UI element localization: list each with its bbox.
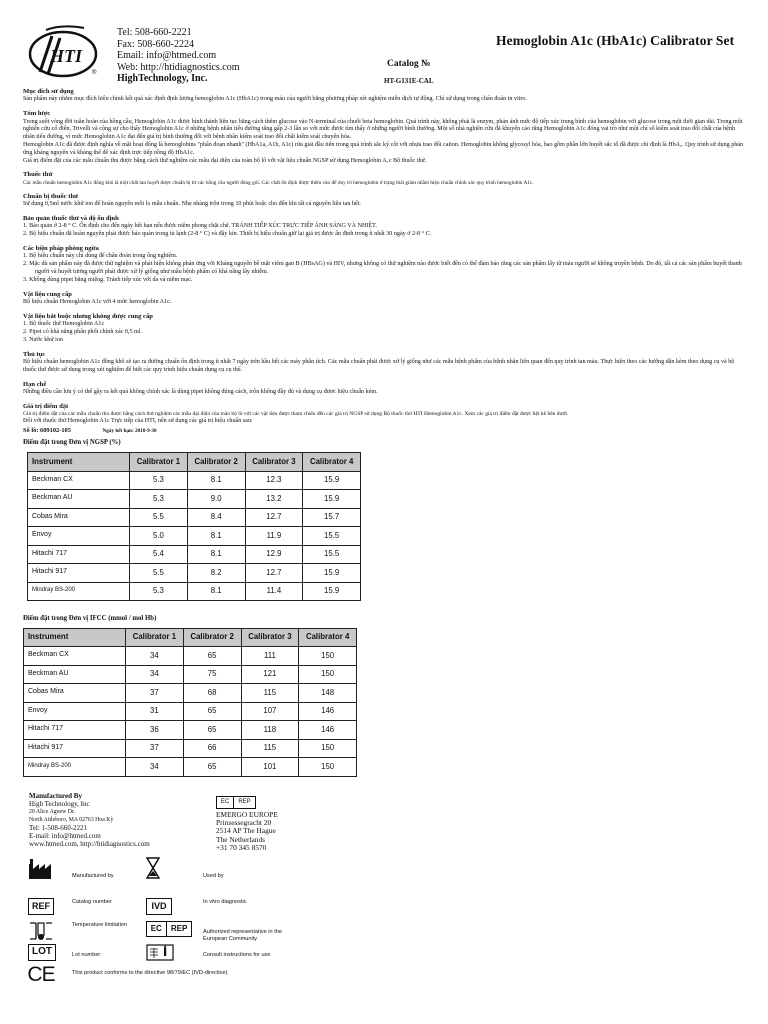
precaution-item: 1. Bộ hiệu chuẩn này chỉ dùng để chẩn đoán trong ống nghiệm. [23,253,178,260]
hourglass-icon [146,857,160,879]
calibrator-value-cell: 12.7 [245,564,303,583]
calibrator-value-cell: 8.2 [187,564,245,583]
table-header-cell: Calibrator 1 [126,628,184,647]
section-body-limitations: Những điều cần lưu ý có thể gây ra kết quả không chính xác là dùng pipet không đúng cách, trộn không đầy đủ và dụng cụ được hiệu chuẩn kém. [23,389,378,396]
instrument-cell: Hitachi 717 [28,545,130,564]
ifcc-table [23,628,357,777]
calibrator-value-cell: 11.9 [245,527,303,546]
section-body-procedure: Bộ hiệu chuẩn hemoglobin A1c đông khô sẽ tạo ra đường chuẩn ổn định trong ít nhất 7 ngày trên hầu hết các máy phân tích. Các mẫu chuẩn phải được xử lý giống như các mẫu bệnh phẩm của bệnh nhân liên quan đến quy trình tan máu. Thực hiện theo các hướng dẫn kèm theo dụng cụ và bộ thuốc thử được sử dụng trong xét nghiệm để biết các quy trình hiệu chuẩn dụng cụ cụ thể. [23,359,735,373]
instrument-cell: Hitachi 917 [24,739,126,758]
calibrator-value-cell: 8.1 [187,582,245,601]
calibrator-value-cell: 5.0 [130,527,188,546]
section-title-preparation: Chuẩn bị thuốc thử [23,192,79,200]
section-title-procedure: Thủ tục [23,350,46,358]
manufacturer-block [29,792,150,848]
material-item: 2. Pipet có khả năng phân phối chính xác 0,5 ml. [23,329,142,336]
calibrator-value-cell: 146 [299,702,357,721]
table-row [28,545,361,564]
manufacturer-tel: Tel: 1-508-660-2221 [29,824,88,832]
section-title-storage: Bảo quản thuốc thử và độ ổn định [23,214,119,222]
table-row [28,564,361,583]
setpoints-paragraph-1: Giá trị điểm đặt của các mẫu chuẩn thu được bằng cách thử nghiệm các mẫu đại diện của toàn bộ lô với các vật liệu được tham chiếu đến các giá trị NGSP sử dụng Bộ thuốc thử HTI Hemoglobin A1c. Xem các giá trị điểm đặt được liệt kê bên dưới. [23,411,569,418]
calibrator-value-cell: 15.5 [303,545,361,564]
hti-logo [26,22,100,82]
in-vitro-label: In vitro diagnostic [203,899,247,905]
table-row [28,490,361,509]
table-row [24,721,357,740]
table-row [24,647,357,666]
table-header-cell: Calibrator 3 [241,628,299,647]
calibrator-value-cell: 15.9 [303,564,361,583]
calibrator-value-cell: 121 [241,665,299,684]
manufacturer-title: Manufactured By [29,792,82,800]
table-row [24,758,357,777]
table-header-cell: Calibrator 2 [183,628,241,647]
calibrator-value-cell: 9.0 [187,490,245,509]
ec-rep-address [216,811,278,852]
storage-item: 2. Bộ hiệu chuẩn đã hoàn nguyên phải được bảo quản trong tủ lạnh (2-8 ° C) và đậy kín. Thiết bị hiệu chuẩn giữ lại giá trị được ấn định trong ít nhất 30 ngày ở 2-8 ° C. [23,231,432,238]
calibrator-value-cell: 107 [241,702,299,721]
rep-line: EMERGO EUROPE [216,810,278,819]
catalog-number-label: Catalog number [72,899,112,905]
manufacturer-street: 20 Alice Agnew Dr. [29,809,76,815]
calibrator-value-cell: 8.1 [187,545,245,564]
section-title-intended-use: Mục đích sử dụng [23,88,74,95]
rep-label: REP [233,797,254,808]
calibrator-value-cell: 5.5 [130,564,188,583]
manufacturer-web: www.htmed.com, http://htidiagnostics.com [29,840,150,848]
table-header-cell: Calibrator 4 [303,453,361,472]
calibrator-value-cell: 118 [241,721,299,740]
table-row [24,665,357,684]
authorized-rep-label: Authorized representative in the European Community [203,929,282,942]
contact-email: Email: info@htmed.com [117,50,217,61]
table-header-row [24,628,357,647]
manufactured-by-label: Manufactured by [72,873,114,879]
lot-symbol: LOT [28,944,56,961]
section-title-materials-required: Vật liệu bắt buộc nhưng không được cung cấp [23,312,153,320]
logo-text: HTI [50,46,83,66]
document-title: Hemoglobin A1c (HbA1c) Calibrator Set [496,33,735,48]
factory-icon [28,858,52,880]
calibrator-value-cell: 65 [183,758,241,777]
calibrator-value-cell: 101 [241,758,299,777]
calibrator-value-cell: 37 [126,739,184,758]
calibrator-value-cell: 12.7 [245,508,303,527]
precaution-item: 2. Mặc dù sản phẩm này đã được thử nghiệm và phát hiện không phản ứng với Kháng nguyên bề mặt viêm gan B (HBsAG) và HIV, nhưng không có thử nghiệm nào được biết đến có thể đảm bảo rằng các sản phẩm lấy từ máu người sẽ không truyền bệnh. Do đó, tất cả các sản phẩm huyết thanh người và huyết tương người phải được xử lý giống như mẫu bệnh phẩm có khả năng lây nhiễm. [23,261,742,275]
used-by-label: Used by [203,873,224,879]
instrument-cell: Beckman AU [24,665,126,684]
ce-mark: CE [27,962,55,986]
summary-paragraph-1: Trong suốt vòng đời tuần hoàn của hồng cầu, Hemoglobin A1c được hình thành liên tục bằng cách thêm glucose vào N-terminal của chuỗi beta hemoglobin. Quá trình này, không phải là enzym, phản ánh mức độ tiếp xúc trung bình của hemoglobin với glucose trong một thời gian dài. Trong một nghiên cứu cổ điển, Trivelli và cộng sự cho thấy Hemoglobin A1c ở những bệnh nhân tiểu đường tăng gấp 2-3 lần so với mức được tìm thấy ở những người bình thường. Một số nhà nghiên cứu đã khuyến cáo rằng Hemoglobin A1c đóng vai trò như một chỉ số kiểm soát trao đổi chất của bệnh nhân tiểu đường, vì mức Hemoglobin A1c đạt đến giá trị bình thường đối với bệnh nhân kiểm soát trao đổi chất kiểm soát chuyển hóa. [23,118,743,141]
thermometer-icon [28,921,54,941]
table-header-cell: Calibrator 4 [299,628,357,647]
ifcc-table-title: Điểm đặt trong Đơn vị IFCC (mmol / mol Hb) [23,615,157,623]
calibrator-value-cell: 11.4 [245,582,303,601]
table-row [28,471,361,490]
table-header-cell: Calibrator 3 [245,453,303,472]
table-header-row [28,453,361,472]
calibrator-value-cell: 68 [183,684,241,703]
lot-line [23,427,745,435]
table-row [28,527,361,546]
calibrator-value-cell: 15.9 [303,582,361,601]
contact-block [117,27,240,85]
calibrator-value-cell: 13.2 [245,490,303,509]
section-title-summary: Tóm lược [23,110,51,118]
summary-paragraph-2: Hemoglobin A1c đã được định nghĩa về mặt hoạt động là hemoglobins "phân đoạn nhanh" (HbA1a, A1b, A1c) rửa giải đầu tiên trong quá trình sắc ký cột với nhựa trao đổi cation. Hemoglobin không glycosyl hóa, bao gồm phần lớn huyết sắc tố đã được chỉ định là HbA₀. Quy trình sử dụng phản ứng kháng nguyên và kháng thể để xác định trực tiếp nồng độ HbA1c. [23,142,744,156]
table-header-cell: Calibrator 2 [187,453,245,472]
ngsp-table [27,452,361,601]
instrument-cell: Mindray BS-200 [24,758,126,777]
section-title-precautions: Các biện pháp phòng ngừa [23,244,99,252]
expiry-date: Ngày hết hạn: 2018-9-30 [102,428,157,435]
rep-line: Prinsessegracht 20 [216,818,272,828]
instrument-cell: Envoy [28,527,130,546]
calibrator-value-cell: 12.9 [245,545,303,564]
setpoints-paragraph-2: Đối với thuốc thử Hemoglobin A1c Trực tiếp của HTI, nên sử dụng các giá trị hiệu chuẩn sau: [23,418,253,425]
calibrator-value-cell: 150 [299,758,357,777]
table-header-cell: Instrument [28,453,130,472]
instrument-cell: Beckman CX [24,647,126,666]
calibrator-value-cell: 12.3 [245,471,303,490]
manufacturer-name: High Technology, Inc [29,800,90,808]
calibrator-value-cell: 150 [299,739,357,758]
calibrator-value-cell: 65 [183,721,241,740]
ec-rep-symbol [216,796,256,809]
calibrator-value-cell: 115 [241,684,299,703]
consult-label: Consult instructions for use [203,952,271,958]
temperature-label: Temperature limitation [72,922,128,928]
calibrator-value-cell: 5.5 [130,508,188,527]
calibrator-value-cell: 65 [183,702,241,721]
table-row [24,684,357,703]
calibrator-value-cell: 66 [183,739,241,758]
calibrator-value-cell: 75 [183,665,241,684]
calibrator-value-cell: 111 [241,647,299,666]
table-row [24,739,357,758]
section-body-materials-provided: Bộ hiệu chuẩn Hemoglobin A1c với 4 mức hemoglobin A1c. [23,298,172,305]
calibrator-value-cell: 65 [183,647,241,666]
calibrator-value-cell: 15.5 [303,527,361,546]
document-header [0,0,768,90]
contact-tel: Tel: 508-660-2221 [117,27,192,38]
calibrator-value-cell: 150 [299,665,357,684]
document-body [23,88,745,777]
instrument-cell: Beckman AU [28,490,130,509]
calibrator-value-cell: 15.7 [303,508,361,527]
calibrator-value-cell: 31 [126,702,184,721]
calibrator-value-cell: 37 [126,684,184,703]
table-row [28,582,361,601]
contact-web: Web: http://htidiagnostics.com [117,61,240,73]
precaution-item: 3. Không dùng pipet bằng miệng. Tránh tiếp xúc với da và niêm mạc. [23,276,193,283]
table-row [24,702,357,721]
calibrator-value-cell: 15.9 [303,471,361,490]
ec-label: EC [150,923,162,933]
calibrator-value-cell: 148 [299,684,357,703]
section-title-reagent: Thuốc thử [23,171,53,179]
ngsp-table-title: Điểm đặt trong Đơn vị NGSP (%) [23,439,121,447]
contact-fax: Fax: 508-660-2224 [117,38,194,50]
svg-text:®: ® [92,70,97,76]
company-name: HighTechnology, Inc. [117,73,208,84]
calibrator-value-cell: 5.3 [130,490,188,509]
calibrator-value-cell: 5.4 [130,545,188,564]
ec-label: EC [221,798,230,805]
table-header-cell: Instrument [24,628,126,647]
section-title-materials-provided: Vật liệu cung cấp [23,290,72,298]
lot-number: Số lô: 609102-105 [23,427,71,435]
lot-number-label: Lot number [72,952,101,958]
instrument-cell: Hitachi 717 [24,721,126,740]
instrument-cell: Beckman CX [28,471,130,490]
calibrator-value-cell: 34 [126,758,184,777]
book-icon [146,944,174,961]
section-body-preparation: Sử dụng 0,5ml nước khử ion để hoàn nguyên mỗi lọ mẫu chuẩn. Nhẹ nhàng trộn trong 10 phút hoặc cho đến khi tất cả nguyên liệu tan hết. [23,201,361,208]
manufacturer-email: E-mail: info@htmed.com [29,832,101,840]
storage-item: 1. Bảo quản ở 2-8 ° C. Ổn định cho đến ngày hết hạn nếu được niêm phong chặt chẽ. TRÁNH TIẾP XÚC TRỰC TIẾP ÁNH SÁNG VÀ NHIỆT. [23,223,377,230]
calibrator-value-cell: 146 [299,721,357,740]
rep-line: +31 70 345 8570 [216,842,267,852]
instrument-cell: Cobas Mira [24,684,126,703]
calibrator-value-cell: 8.1 [187,471,245,490]
summary-paragraph-3: Giá trị điểm đặt của các mẫu chuẩn thu được bằng cách thử nghiệm các mẫu đại diện của toàn bộ lô với vật liệu chuẩn NGSP sử dụng Hemoglobin A₁c Bộ thuốc thử. [23,157,427,164]
section-title-setpoints: Giá trị điểm đặt [23,402,69,410]
ce-directive-text: This product conforms to the directive 98/79/EC (IVD-directive) [72,970,228,976]
ref-symbol: REF [28,898,54,915]
section-body-intended-use: Sản phẩm này nhằm mục đích hiệu chỉnh kết quả xác định định lượng hemoglobin A1c (HbA1c) trong máu của người bằng phương pháp xét nghiệm miễn dịch tự động. Chỉ sử dụng trong chẩn đoán in vitro. [23,96,527,103]
instrument-cell: Cobas Mira [28,508,130,527]
calibrator-value-cell: 5.3 [130,471,188,490]
calibrator-value-cell: 36 [126,721,184,740]
table-row [28,508,361,527]
catalog-number: HT-G131E-CAL [384,77,434,85]
calibrator-value-cell: 8.1 [187,527,245,546]
calibrator-value-cell: 34 [126,647,184,666]
instrument-cell: Envoy [24,702,126,721]
rep-line: 2514 AP The Hague [216,826,276,836]
calibrator-value-cell: 15.9 [303,490,361,509]
calibrator-value-cell: 34 [126,665,184,684]
table-header-cell: Calibrator 1 [130,453,188,472]
section-title-limitations: Hạn chế [23,380,47,388]
calibrator-value-cell: 150 [299,647,357,666]
rep-line: The Netherlands [216,834,266,844]
section-body-reagent: Các mẫu chuẩn hemoglobin A1c đông khô là một chất tan huyết được chuẩn bị từ các hồng cầu người đóng gói. Các chất ổn định được thêm vào để duy trì hemoglobin ở trạng thái giảm nhằm hiệu chuẩn chính xác quy trình hemoglobin A1c. [23,179,534,186]
ec-rep-legend-symbol [146,921,192,937]
manufacturer-city: North Attleboro, MA 02763 Hoa Kỳ [29,817,114,823]
calibrator-value-cell: 8.4 [187,508,245,527]
rep-label: REP [166,922,191,936]
catalog-label: Catalog № [387,59,431,69]
calibrator-value-cell: 5.3 [130,582,188,601]
material-item: 3. Nước khử ion [23,336,63,343]
calibrator-value-cell: 115 [241,739,299,758]
instrument-cell: Mindray BS-200 [28,582,130,601]
instrument-cell: Hitachi 917 [28,564,130,583]
material-item: 1. Bộ thuốc thử Hemoglobin A1c [23,321,105,328]
ivd-symbol: IVD [146,898,172,915]
